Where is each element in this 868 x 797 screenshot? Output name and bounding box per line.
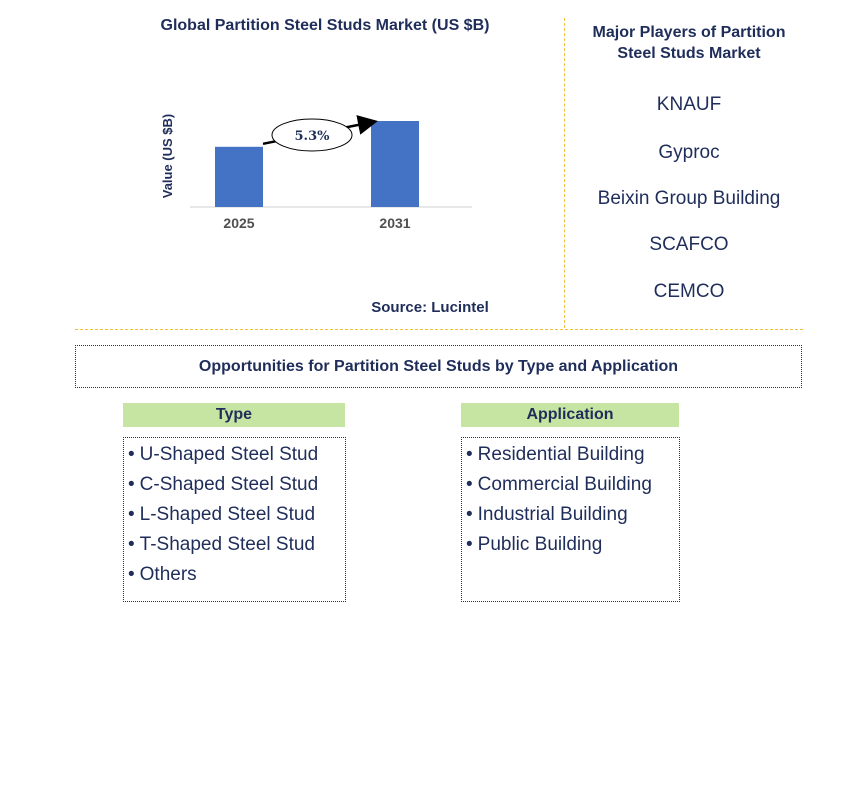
chart-title: Global Partition Steel Studs Market (US $B) — [160, 17, 490, 34]
type-header: Type — [123, 403, 345, 427]
horizontal-divider — [75, 329, 803, 330]
type-item: • U-Shaped Steel Stud — [128, 440, 345, 470]
application-header: Application — [461, 403, 679, 427]
player-item: KNAUF — [656, 94, 722, 115]
bar-chart — [150, 100, 490, 240]
type-item: • L-Shaped Steel Stud — [128, 500, 345, 530]
player-item: Gyproc — [658, 142, 720, 163]
player-item: SCAFCO — [649, 234, 729, 255]
players-title: Major Players of Partition Steel Studs Market — [592, 24, 786, 62]
type-item: • T-Shaped Steel Stud — [128, 530, 345, 560]
type-item: • C-Shaped Steel Stud — [128, 470, 345, 500]
opportunities-title: Opportunities for Partition Steel Studs by Type and Application — [75, 345, 802, 388]
bar-2025 — [215, 147, 263, 207]
application-item: • Commercial Building — [466, 470, 679, 500]
player-item: Beixin Group Building — [597, 188, 781, 209]
cagr-label: 5.3% — [294, 129, 330, 144]
y-axis-label: Value (US $B) — [160, 113, 175, 199]
application-list — [461, 437, 680, 602]
application-item: • Industrial Building — [466, 500, 679, 530]
type-list — [123, 437, 346, 602]
x-tick-label: 2025 — [223, 215, 255, 231]
source-label: Source: Lucintel — [371, 299, 489, 316]
application-item: • Public Building — [466, 530, 679, 560]
vertical-divider — [564, 18, 565, 328]
player-item: CEMCO — [653, 281, 725, 302]
application-item: • Residential Building — [466, 440, 679, 470]
type-item: • Others — [128, 560, 345, 590]
x-tick-label: 2031 — [379, 215, 411, 231]
bar-2031 — [371, 121, 419, 207]
